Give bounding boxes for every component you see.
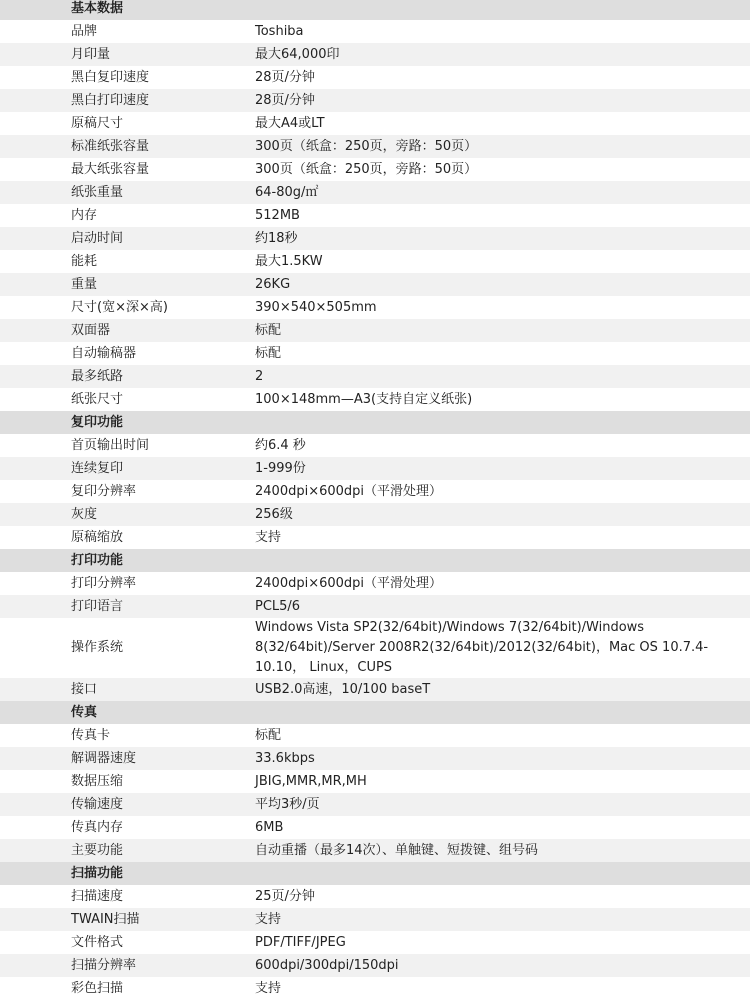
spec-row (0, 227, 750, 250)
spec-row (0, 770, 750, 793)
spec-value: 25页/分钟 (255, 888, 315, 904)
spec-value: 标配 (255, 727, 282, 743)
spec-row (0, 793, 750, 816)
spec-row (0, 181, 750, 204)
spec-label: 重量 (71, 276, 98, 292)
spec-row (0, 250, 750, 273)
spec-label: 原稿缩放 (71, 529, 124, 545)
spec-row (0, 839, 750, 862)
spec-value: 标配 (255, 345, 282, 361)
spec-label: 文件格式 (71, 934, 124, 950)
spec-row (0, 273, 750, 296)
spec-value: 最大64,000印 (255, 46, 340, 62)
spec-row (0, 885, 750, 908)
spec-label: 月印量 (71, 46, 111, 62)
spec-value: 约6.4 秒 (255, 437, 306, 453)
spec-label: 启动时间 (71, 230, 124, 246)
spec-value: 约18秒 (255, 230, 298, 246)
spec-row (0, 112, 750, 135)
section-header (0, 411, 750, 434)
spec-row (0, 66, 750, 89)
spec-row (0, 618, 750, 678)
spec-label: 打印分辨率 (71, 575, 137, 591)
spec-label: TWAIN扫描 (71, 911, 140, 927)
spec-row (0, 296, 750, 319)
spec-value: PDF/TIFF/JPEG (255, 934, 346, 950)
spec-row (0, 365, 750, 388)
spec-row (0, 977, 750, 1000)
spec-row (0, 595, 750, 618)
section-header (0, 701, 750, 724)
spec-value: 256级 (255, 506, 293, 522)
spec-value: 28页/分钟 (255, 69, 315, 85)
spec-value: 2400dpi×600dpi（平滑处理） (255, 483, 443, 499)
spec-row (0, 678, 750, 701)
spec-row (0, 342, 750, 365)
spec-label: 彩色扫描 (71, 980, 124, 996)
spec-row (0, 158, 750, 181)
spec-value: 2400dpi×600dpi（平滑处理） (255, 575, 443, 591)
spec-row (0, 457, 750, 480)
spec-label: 传真卡 (71, 727, 111, 743)
spec-label: 复印分辨率 (71, 483, 137, 499)
section-title: 打印功能 (71, 552, 124, 568)
spec-value: Toshiba (255, 23, 304, 39)
section-header (0, 0, 750, 20)
spec-value: 2 (255, 368, 264, 384)
spec-row (0, 816, 750, 839)
spec-label: 打印语言 (71, 598, 124, 614)
spec-label: 传输速度 (71, 796, 124, 812)
spec-label: 双面器 (71, 322, 111, 338)
spec-row (0, 43, 750, 66)
spec-value: 支持 (255, 529, 282, 545)
section-header (0, 549, 750, 572)
spec-value: 300页（纸盒：250页，旁路：50页） (255, 161, 478, 177)
spec-label: 扫描分辨率 (71, 957, 137, 973)
spec-value: 最大1.5KW (255, 253, 323, 269)
spec-row (0, 931, 750, 954)
spec-row (0, 724, 750, 747)
spec-value: 64-80g/㎡ (255, 184, 319, 200)
spec-value: 28页/分钟 (255, 92, 315, 108)
spec-label: 接口 (71, 681, 98, 697)
section-header (0, 862, 750, 885)
spec-row (0, 526, 750, 549)
spec-value: 平均3秒/页 (255, 796, 320, 812)
spec-label: 解调器速度 (71, 750, 137, 766)
spec-value: 390×540×505mm (255, 299, 377, 315)
spec-row (0, 572, 750, 595)
spec-value: 标配 (255, 322, 282, 338)
spec-label: 灰度 (71, 506, 98, 522)
spec-value: 100×148mm—A3(支持自定义纸张) (255, 391, 473, 407)
spec-label: 黑白复印速度 (71, 69, 150, 85)
spec-row (0, 434, 750, 457)
spec-row (0, 908, 750, 931)
spec-row (0, 388, 750, 411)
spec-label: 能耗 (71, 253, 98, 269)
spec-value: 33.6kbps (255, 750, 315, 766)
spec-label: 扫描速度 (71, 888, 124, 904)
spec-label: 内存 (71, 207, 98, 223)
spec-value: 最大A4或LT (255, 115, 325, 131)
spec-label: 纸张尺寸 (71, 391, 124, 407)
spec-label: 黑白打印速度 (71, 92, 150, 108)
spec-row (0, 204, 750, 227)
spec-value: 26KG (255, 276, 291, 292)
spec-label: 数据压缩 (71, 773, 124, 789)
spec-label: 传真内存 (71, 819, 124, 835)
spec-value: 1-999份 (255, 460, 306, 476)
spec-row (0, 480, 750, 503)
spec-value: 支持 (255, 911, 282, 927)
spec-value: 300页（纸盒：250页，旁路：50页） (255, 138, 478, 154)
section-title: 复印功能 (71, 414, 124, 430)
spec-label: 首页输出时间 (71, 437, 150, 453)
spec-row (0, 135, 750, 158)
spec-row (0, 503, 750, 526)
spec-label: 自动输稿器 (71, 345, 137, 361)
spec-label: 纸张重量 (71, 184, 124, 200)
spec-row (0, 319, 750, 342)
spec-value: 自动重播（最多14次）、单触键、短拨键、组号码 (255, 842, 539, 858)
spec-value: JBIG,MMR,MR,MH (255, 773, 367, 789)
spec-row (0, 20, 750, 43)
spec-label: 操作系统 (71, 640, 124, 655)
spec-value: 支持 (255, 980, 282, 996)
spec-row (0, 747, 750, 770)
spec-row (0, 954, 750, 977)
spec-label: 最多纸路 (71, 368, 124, 384)
section-title: 扫描功能 (71, 865, 124, 881)
spec-value: 6MB (255, 819, 284, 835)
spec-row (0, 89, 750, 112)
spec-label: 最大纸张容量 (71, 161, 150, 177)
spec-value: 600dpi/300dpi/150dpi (255, 957, 399, 973)
spec-value: PCL5/6 (255, 598, 301, 614)
spec-value: USB2.0高速，10/100 baseT (255, 681, 431, 697)
spec-value: Windows Vista SP2(32/64bit)/Windows 7(32/64bit)/Windows 8(32/64bit)/Server 2008R2(32/64bit)/2012(32/64bit)，Mac OS 10.7.4- 10.10， Linux，CUPS (255, 620, 709, 675)
spec-label: 品牌 (71, 23, 98, 39)
spec-label: 原稿尺寸 (71, 115, 124, 131)
spec-label: 主要功能 (71, 842, 124, 858)
spec-label: 尺寸(宽×深×高) (71, 299, 168, 315)
spec-label: 标准纸张容量 (71, 138, 150, 154)
section-title: 传真 (71, 704, 98, 720)
spec-value: 512MB (255, 207, 300, 223)
section-title: 基本数据 (71, 0, 124, 16)
spec-label: 连续复印 (71, 460, 124, 476)
